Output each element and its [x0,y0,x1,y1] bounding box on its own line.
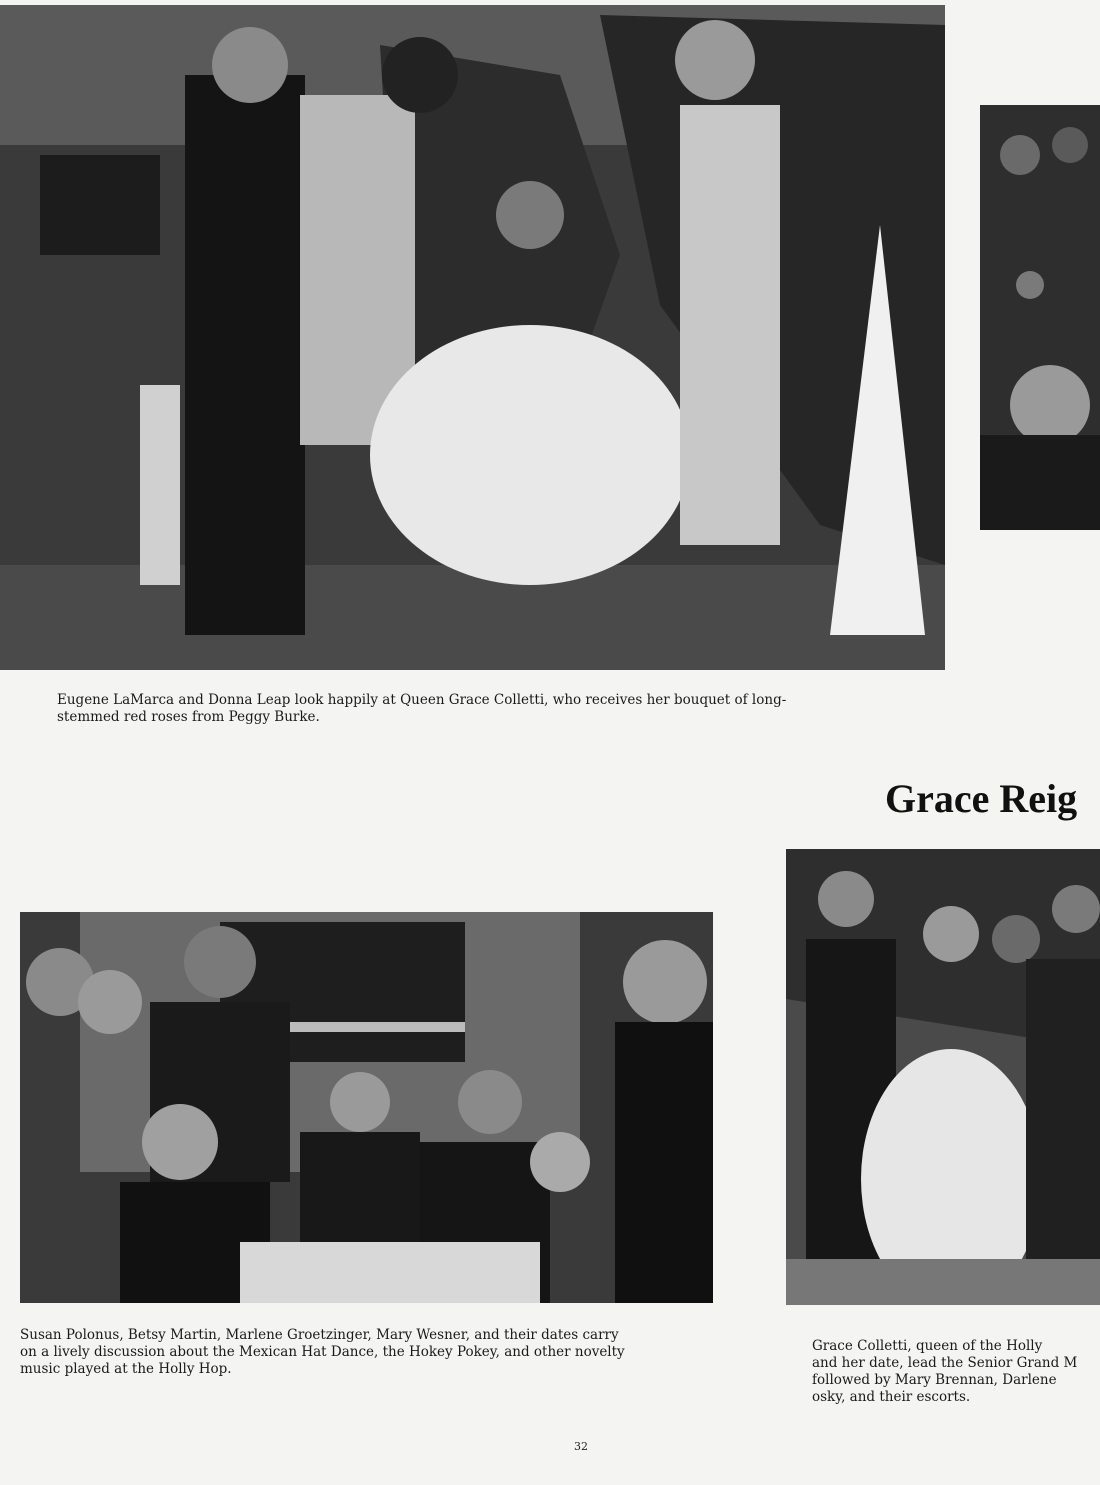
bottom-right-caption-line-1: Grace Colletti, queen of the Holly [812,1338,1043,1354]
right-top-photo [980,105,1100,530]
page-headline: Grace Reig [885,776,1078,821]
top-caption-line-2: stemmed red roses from Peggy Burke. [57,709,320,725]
bottom-left-caption-line-2: on a lively discussion about the Mexican Hat Dance, the Hokey Pokey, and other novelty [20,1344,625,1360]
bottom-right-photo-caption [812,1338,1100,1406]
bottom-right-caption-line-4: osky, and their escorts. [812,1389,971,1405]
top-photo-caption [57,692,917,726]
bottom-left-photo-caption [20,1327,740,1378]
bottom-right-photo-art [786,849,1100,1305]
bottom-left-caption-line-1: Susan Polonus, Betsy Martin, Marlene Groetzinger, Mary Wesner, and their dates carry [20,1327,619,1343]
top-photo [0,5,945,670]
page-number: 32 [574,1440,588,1453]
bottom-right-caption-line-3: followed by Mary Brennan, Darlene [812,1372,1057,1388]
bottom-left-photo-art [20,912,713,1303]
bottom-right-photo [786,849,1100,1305]
right-top-photo-art [980,105,1100,530]
top-caption-line-1: Eugene LaMarca and Donna Leap look happily at Queen Grace Colletti, who receives her bouquet of long- [57,692,787,708]
top-photo-art [0,5,945,670]
bottom-left-photo [20,912,713,1303]
bottom-left-caption-line-3: music played at the Holly Hop. [20,1361,232,1377]
bottom-right-caption-line-2: and her date, lead the Senior Grand M [812,1355,1078,1371]
